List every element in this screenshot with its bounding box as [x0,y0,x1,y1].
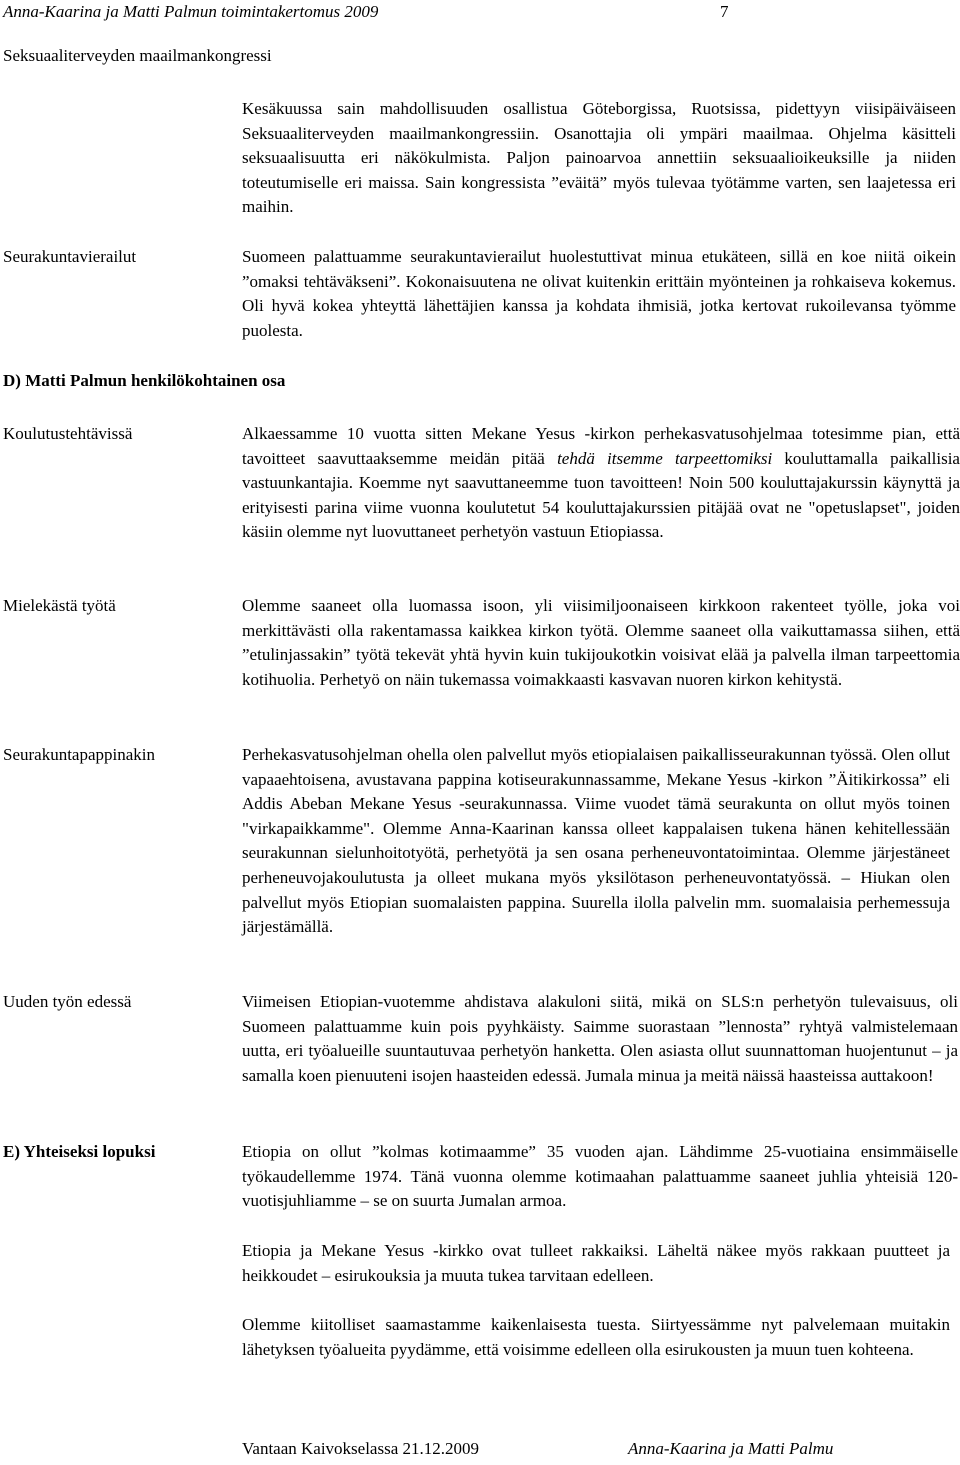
koulutus-text-italic: tehdä itsemme tarpeettomiksi [557,448,773,468]
koulutus-text-before: Alkaessamme 10 vuotta sitten Mekane Yesus -kirkon perhekasvatusohjelmaa totesimme pian, että tavoitteet saavuttaaksemme meidän pitää [242,424,960,468]
paragraph-kongressi: Kesäkuussa sain mahdollisuuden osallistua Göteborgissa, Ruotsissa, pidettyyn viisipäiväiseen Seksuaaliterveyden maailmankongressiin. Osanottajia oli ympäri maailmaa. Ohjelma käsitteli seksuaalisuutta eri näkökulmista. Paljon painoarvoa annettiin seksuaalioikeuksille ja niiden toteutumiselle eri maissa. Sain kongressista ”eväitä” myös tulevaa työtämme varten, sen laajetessa eri maihin. [242,99,956,217]
label-seurakuntavierailut: Seurakuntavierailut [3,247,137,266]
paragraph-vierailut: Suomeen palattuamme seurakuntavierailut huolestuttivat minua etukäteen, sillä en koe niitä oikein ”omaksi tehtäväkseni”. Kokonaisuutena ne olivat kuitenkin erittäin myönteinen ja rohkaiseva kokemus. Oli hyvä kokea yhteyttä lähettäjien kanssa ja kohdata ihmisiä, jotka kertovat rukoilevansa työmme puolesta. [242,247,956,340]
page-number: 7 [720,2,729,21]
heading-section-d: D) Matti Palmun henkilökohtainen osa [3,371,286,390]
paragraph-lopuksi-2: Etiopia ja Mekane Yesus -kirkko ovat tulleet rakkaiksi. Läheltä näkee myös rakkaan puutteet ja heikkoudet – esirukouksia ja muuta tukea tarvitaan edelleen. [242,1241,950,1285]
heading-section-e: E) Yhteiseksi lopuksi [3,1142,156,1161]
label-pappina: Seurakuntapappinakin [3,745,156,764]
footer-signature: Anna-Kaarina ja Matti Palmu [628,1439,834,1458]
label-uuden: Uuden työn edessä [3,992,132,1011]
paragraph-mielekasta: Olemme saaneet olla luomassa isoon, yli viisimiljoonaiseen kirkkoon rakenteet työlle, joka voi merkittävästi olla rakentamassa kaikkea kirkon työtä. Olemme saaneet olla vaikuttamassa siihen, että ”etulinjassakin” työtä tekevät yhtä hyvin kuin tukijoukotkin voisivat elää ja palvella ilman tarpeettomia kotihuolia. Perhetyö on näin tukemassa voimakkaasti kasvavan nuoren kirkon kehitystä. [242,596,960,689]
paragraph-pappina: Perhekasvatusohjelman ohella olen palvellut myös etiopialaisen paikallisseurakunnan työssä. Olen ollut vapaaehtoisena, avustavana pappina kotiseurakunnassamme, Mekane Yesus -kirkon ”Äitikirkossa” eli Addis Abeban Mekane Yesus -seurakunnassa. Viime vuodet tämä seurakunta on ollut myös toinen "virkapaikkamme". Olemme Anna-Kaarinan kanssa olleet kappalaisen tukena hänen kehitellessään seurakunnan sielunhoitotyötä, perhetyötä ja sen osana perheneuvontatoimintaa. Olemme järjestäneet perheneuvojakoulutusta ja olleet mukana myös yksilötason perheneuvontatyössä. – Hiukan olen palvellut myös Etiopian suomalaisten pappina. Suurella ilolla palvelin mm. suomalaisia perhemessuja järjestämällä. [242,745,950,937]
footer-place-date: Vantaan Kaivokselassa 21.12.2009 [242,1439,480,1458]
label-mielekasta: Mielekästä työtä [3,596,116,615]
paragraph-lopuksi-3: Olemme kiitolliset saamastamme kaikenlaisesta tuesta. Siirtyessämme nyt palvelemaan muitakin lähetyksen työalueita pyydämme, että voisimme edelleen olla esirukousten ja muun tuen kohteena. [242,1315,950,1359]
paragraph-uuden: Viimeisen Etiopian-vuotemme ahdistava alakuloni siitä, mikä on SLS:n perhetyön tulevaisuus, oli Suomeen palattuamme kuin pois pyyhkäisty. Saimme suorastaan ”lennosta” ryhtyä valmistelemaan uutta, eri työalueille suuntautuvaa perhetyön hanketta. Olen asiasta ollut suunnattoman huojentunut – ja samalla koen pienuuteni isojen haasteiden edessä. Jumala minua ja meitä näissä haasteissa auttakoon! [242,992,958,1085]
paragraph-koulutus [242,422,960,545]
paragraph-lopuksi-1: Etiopia on ollut ”kolmas kotimaamme” 35 vuoden ajan. Lähdimme 25-vuotiaina ensimmäiselle työkaudellemme 1974. Tänä vuonna olemme kotimaahan palattuamme saaneet juhlia yhteisiä 120-vuotisjuhliamme – se on suurta Jumalan armoa. [242,1142,958,1211]
section-title: Seksuaaliterveyden maailmankongressi [3,46,272,65]
label-koulutus: Koulutustehtävissä [3,424,133,443]
koulutus-text-after: kouluttamalla paikallisia vastuunkantajia. Koemme nyt saavuttaneemme tuon tavoitteen! Noin 500 kouluttajakurssin käynyttä ja erityisesti parina viime vuonna koulutetut 54 kouluttajakurssien pitäjää ovat ne "opetuslapset", joiden käsiin olemme nyt luovuttaneet perhetyön vastuun Etiopiassa. [242,448,960,542]
header-title: Anna-Kaarina ja Matti Palmun toimintakertomus 2009 [3,2,379,21]
